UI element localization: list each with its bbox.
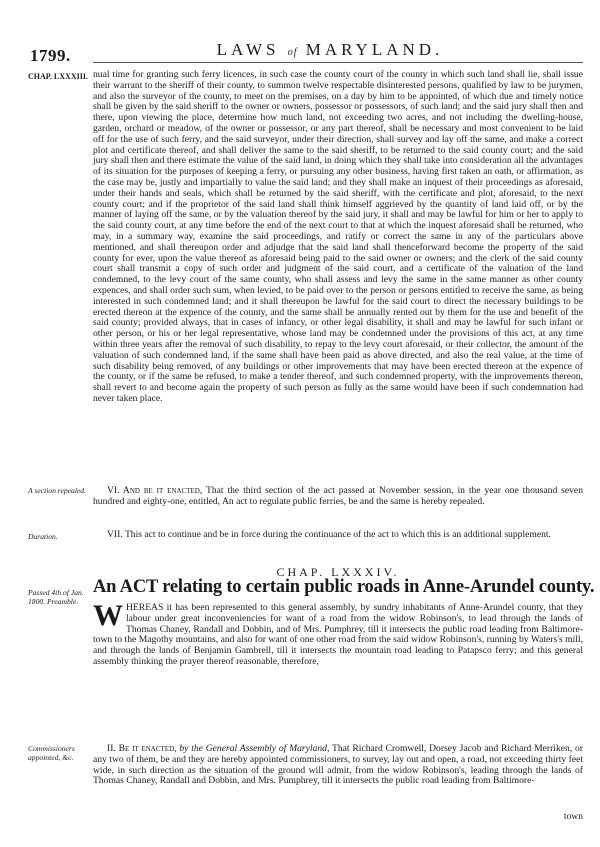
section-vi <box>93 486 583 508</box>
preamble <box>93 599 583 668</box>
chapter-heading: CHAP. LXXXIV. <box>276 565 400 579</box>
margin-chap-ref: CHAP. LXXXIII. <box>28 72 88 81</box>
catchword-row <box>93 811 583 822</box>
margin-passed-preamble: Passed 4th of Jan. 1800. Preamble. <box>28 588 84 606</box>
margin-commissioners: Commissioners appointed, &c. <box>28 744 75 762</box>
running-title-right: MARYLAND. <box>305 40 444 59</box>
section-ii-number: II. Be it enacted, <box>107 743 177 754</box>
section-vi-text: That the third section of the act passed at November session, in the year one thousand seven hundred and eighty-one, entitled, An act to regulate public ferries, be and the same is hereby repealed. <box>93 485 583 507</box>
running-title-left: LAWS <box>216 40 280 59</box>
preamble-text: HEREAS it has been represented to this general assembly, by sundry inhabitants of Anne-Arundel county, that they labour under great inconveniencies for want of a road from the widow Robinson's, to lead through the lands of Thomas Chaney, Randall and Dobbin, and of Mrs. Pumphrey, till it intersects the public road leading from Baltimore-town to the Magothy mountains, and also for want of one other road from the said widow Robinson's, running by Waters's mill, and through the lands of Benjamin Gambrell, till it intersects the mountain road leading to Patapsco ferry; and this general assembly thinking the prayer thereof reasonable, therefore, <box>93 602 583 667</box>
running-title-of: of <box>287 47 298 58</box>
section-ii-text: That Richard Cromwell, Dorsey Jacob and Richard Merriken, or any two of them, be and they are hereby appointed commissioners, to survey, lay out and open, a road, not exceeding thirty feet wide, in such direction as the situation of the ground will admit, from the widow Robinson's, leading through the lands of Thomas Chaney, Randall and Dobbin, and Mrs. Pumphrey, till it intersects the public road leading from Baltimore- <box>93 743 584 787</box>
running-title <box>180 40 480 60</box>
section-v-continuation: nual time for granting such ferry licences, in such case the county court of the county in which such land shall lie, shall issue their warrant to the sheriff of their county, to summon twelve respectable disinterested persons, qualified by law to be jurymen, and also the surveyor of the county, to meet on the premises, on a day by him to be appointed, of which due and timely notice shall be given by the said sheriff to the owner or owners, possessor or possessors, of such land; and the said jury shall then and there, upon viewing the place, determine how much land, not exceeding two acres, and not including the dwelling-house, garden, orchard or meadow, of the owner or possessor, or any part thereof, shall be necessary and most convenient to be laid off for the use of such ferry, and the said surveyor, under their direction, shall survey and lay off the same, and make a correct plot and certificate thereof, and shall deliver the same to the said sheriff, to be returned to the said county court; and the said jury shall then and there estimate the value of the said land, in doing which they shall take into consideration all the advantages of its situation for the purposes of keeping a ferry, or pursuing any other business, having first taken an oath, or affirmation, as the case may be, justly and impartially to value the said land; and they shall make an inquest of their proceedings as aforesaid, under their hands and seals, which shall be returned by the said sheriff, with the certificate and plot, aforesaid, to the next county court; and if the proprietor of the said land shall think himself aggrieved by the quantity of land laid off, or by the manner of laying off the same, or by the valuation thereof by the said jury, it shall and may be lawful for him or her to apply to the said county court, at any time before the end of the next court to that at which the inquest aforesaid shall be returned, who may, in a summary way, examine the said proceedings, and ratify or correct the same in any of the particulars above mentioned, and shall thereupon order and adjudge that the said land shall thenceforward become the property of the said county for ever, upon the value thereof as aforesaid being paid to the said owner or owners; and the clerk of the said county court shall transmit a copy of such order and judgment of the said court, and a certificate of the valuation of the land condemned, to the levy court of the same county, who shall assess and levy the same in the same manner as other county expences, and shall order such sum, when levied, to be paid over to the person or persons entitled to receive the same, as being interested in such condemned land; and it shall thereupon be lawful for the said court to direct the necessary buildings to be erected thereon at the expence of the county, and the same shall be annually rented out by them for the use and benefit of the said county; provided always, that in cases of infancy, or other legal disability, it shall and may be lawful for such infant or other person, or his or her legal representative, whose land may be condemned under the provisions of this act, at any time within three years after the removal of such disability, to repay to the levy court aforesaid, or their collector, the amount of the valuation of such condemned land, if the same shall have been paid as above directed, and also the real value, at the time of such disability being removed, of any buildings or other improvements that may have been erected thereon at the expence of the county, or if the same be refused, to make a tender thereof, and such condemned property, with the improvements thereon, shall revert to and become again the property of such person as fully as the same would have been if such condemnation had never taken place. <box>93 69 583 404</box>
section-ii-italic: by the General Assembly of Maryland, <box>179 743 330 754</box>
page-year: 1799. <box>30 46 71 65</box>
section-vii: VII. This act to continue and be in force during the continuance of the act to which this is an additional supplement. <box>107 529 551 540</box>
act-title: An ACT relating to certain public roads in Anne-Arundel county. <box>93 577 595 597</box>
section-vi-number: VI. And be it enacted, <box>107 485 203 496</box>
preamble-dropcap: W <box>93 599 123 632</box>
header-rule <box>93 62 583 63</box>
section-ii <box>93 744 583 787</box>
catchword: town <box>563 811 583 822</box>
margin-section-repealed: A section repealed. <box>28 486 86 495</box>
margin-duration: Duration. <box>28 532 58 541</box>
